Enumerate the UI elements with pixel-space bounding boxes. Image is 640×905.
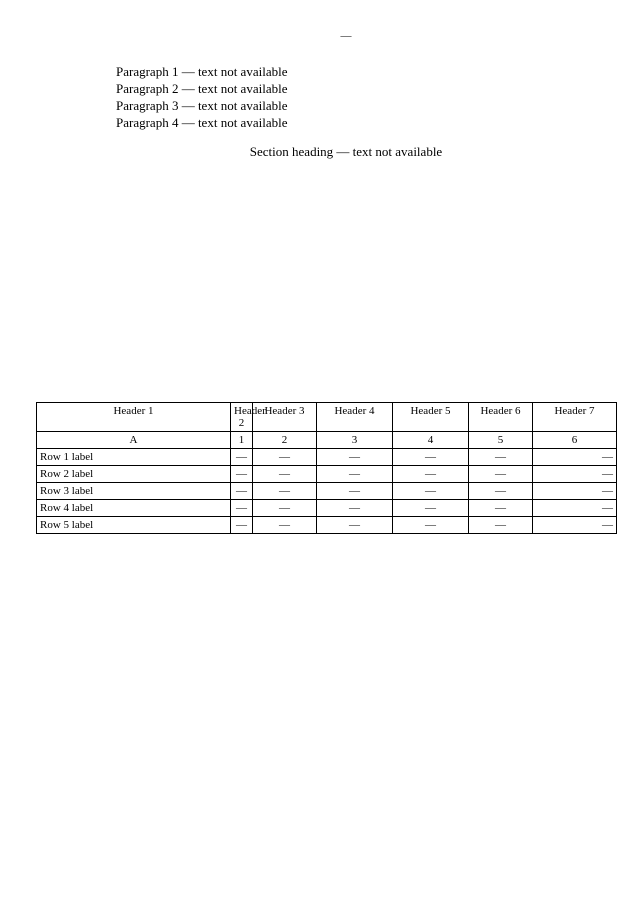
paragraph-3: Paragraph 3 — text not available	[116, 98, 288, 113]
table-header: Header 2	[231, 403, 253, 432]
column-id: 2	[253, 432, 317, 449]
row-unit: —	[253, 517, 317, 534]
table-row	[37, 466, 617, 483]
paragraph-2: Paragraph 2 — text not available	[116, 81, 288, 96]
row-volume: —	[317, 483, 393, 500]
row-per-capita: —	[469, 517, 533, 534]
page-number: —	[340, 30, 352, 42]
row-unit: —	[253, 483, 317, 500]
row-line-number: —	[231, 483, 253, 500]
table-row	[37, 500, 617, 517]
row-volume: —	[317, 449, 393, 466]
column-id: 3	[317, 432, 393, 449]
row-cost: —	[393, 449, 469, 466]
row-cost: —	[393, 500, 469, 517]
row-cost: —	[393, 466, 469, 483]
row-line-number: —	[231, 466, 253, 483]
row-per-capita: —	[469, 483, 533, 500]
row-per-capita: —	[469, 500, 533, 517]
row-unit: —	[253, 466, 317, 483]
row-total: —	[533, 517, 617, 534]
row-line-number: —	[231, 517, 253, 534]
row-label: Row 5 label	[37, 517, 231, 534]
row-line-number: —	[231, 449, 253, 466]
table-header-row	[37, 403, 617, 432]
paragraph-1: Paragraph 1 — text not available	[116, 64, 288, 79]
table-row	[37, 517, 617, 534]
table-row	[37, 483, 617, 500]
row-volume: —	[317, 466, 393, 483]
column-id: A	[37, 432, 231, 449]
row-line-number: —	[231, 500, 253, 517]
row-total: —	[533, 449, 617, 466]
row-unit: —	[253, 449, 317, 466]
column-id: 4	[393, 432, 469, 449]
row-label: Row 2 label	[37, 466, 231, 483]
row-label: Row 1 label	[37, 449, 231, 466]
table-row	[37, 449, 617, 466]
table-header: Header 5	[393, 403, 469, 432]
table-header: Header 6	[469, 403, 533, 432]
cost-table	[36, 402, 617, 534]
table-header: Header 1	[37, 403, 231, 432]
row-per-capita: —	[469, 449, 533, 466]
row-unit: —	[253, 500, 317, 517]
row-per-capita: —	[469, 466, 533, 483]
paragraph-4: Paragraph 4 — text not available	[116, 115, 288, 130]
row-label: Row 3 label	[37, 483, 231, 500]
column-id: 1	[231, 432, 253, 449]
row-label: Row 4 label	[37, 500, 231, 517]
table-column-id-row	[37, 432, 617, 449]
column-id: 6	[533, 432, 617, 449]
row-total: —	[533, 483, 617, 500]
row-volume: —	[317, 517, 393, 534]
row-total: —	[533, 466, 617, 483]
table-header: Header 3	[253, 403, 317, 432]
row-cost: —	[393, 483, 469, 500]
row-cost: —	[393, 517, 469, 534]
row-total: —	[533, 500, 617, 517]
document-page	[76, 30, 616, 170]
column-id: 5	[469, 432, 533, 449]
row-volume: —	[317, 500, 393, 517]
table-header: Header 4	[317, 403, 393, 432]
section-title: Section heading — text not available	[249, 144, 443, 159]
table-header: Header 7	[533, 403, 617, 432]
